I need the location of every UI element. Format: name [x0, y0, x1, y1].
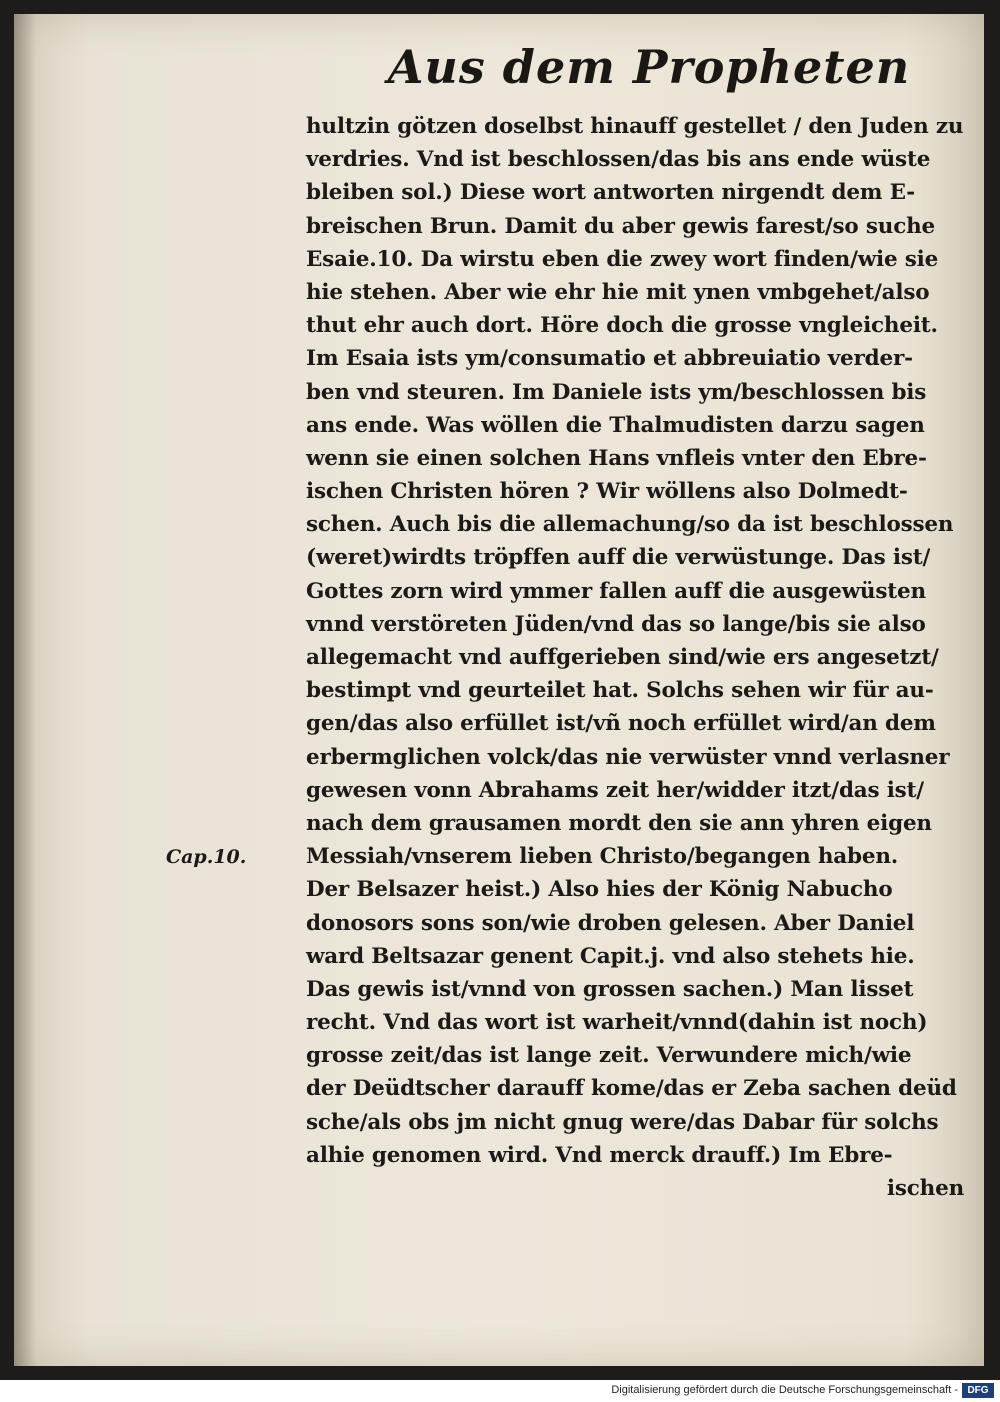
text-line: vnnd verstöreten Jüden/vnd das so lange/bis sie also	[306, 611, 926, 637]
text-line: bestimpt vnd geurteilet hat. Solchs sehen wir für au-	[306, 678, 934, 704]
text-line: gewesen vonn Abrahams zeit her/widder itzt/das ist/	[306, 777, 924, 803]
text-line: hultzin götzen doselbst hinauff gestellet / den Juden zu	[306, 114, 964, 139]
page-gutter-shadow	[14, 14, 36, 1366]
text-line: schen. Auch bis die allemachung/so da ist beschlossen	[306, 512, 954, 538]
text-line: alhie genomen wird. Vnd merck drauff.) Im Ebre-	[306, 1142, 893, 1168]
text-line: grosse zeit/das ist lange zeit. Verwundere mich/wie	[306, 1043, 912, 1069]
footer-credit: Digitalisierung gefördert durch die Deutsche Forschungsgemeinschaft -	[611, 1384, 958, 1396]
text-line: bleiben sol.) Diese wort antworten nirgendt dem E-	[306, 180, 915, 206]
text-line: ans ende. Was wöllen die Thalmudisten darzu sagen	[306, 412, 925, 438]
book-page	[14, 14, 984, 1366]
text-line: Der Belsazer heist.) Also hies der König Nabucho	[306, 877, 893, 903]
text-line: thut ehr auch dort. Höre doch die grosse vngleicheit.	[306, 313, 938, 339]
text-line: Gottes zorn wird ymmer fallen auff die ausgewüsten	[306, 578, 926, 604]
text-line: erbermglichen volck/das nie verwüster vnnd verlasner	[306, 744, 950, 770]
footer-bar	[0, 1380, 1000, 1402]
text-line: recht. Vnd das wort ist warheit/vnnd(dahin ist noch)	[306, 1010, 928, 1036]
text-line: Messiah/vnserem lieben Christo/begangen haben.	[306, 844, 899, 870]
margin-note: Cap.10.	[166, 846, 247, 868]
catchword: ischen	[886, 1176, 964, 1201]
text-line: allegemacht vnd auffgerieben sind/wie ers angesetzt/	[306, 645, 939, 670]
text-line: nach dem grausamen mordt den sie ann yhren eigen	[306, 810, 932, 836]
text-line: verdries. Vnd ist beschlossen/das bis ans ende wüste	[306, 147, 931, 173]
body-text	[306, 110, 974, 1205]
text-line: hie stehen. Aber wie ehr hie mit ynen vmbgehet/also	[306, 279, 930, 305]
running-head: Aus dem Propheten	[387, 40, 911, 94]
text-line: ward Beltsazar genent Capit.j. vnd also stehets hie.	[306, 943, 915, 969]
text-line: wenn sie einen solchen Hans vnfleis vnter den Ebre-	[306, 445, 927, 471]
text-line: donosors sons son/wie droben gelesen. Aber Daniel	[306, 910, 915, 936]
text-line: Esaie.10. Da wirstu eben die zwey wort finden/wie sie	[306, 246, 939, 272]
text-line: (weret)wirdts tröpffen auff die verwüstunge. Das ist/	[306, 545, 931, 571]
text-line: ben vnd steuren. Im Daniele ists ym/beschlossen bis	[306, 379, 927, 405]
text-line: Das gewis ist/vnnd von grossen sachen.) Man lisset	[306, 976, 914, 1002]
dfg-logo: DFG	[962, 1383, 994, 1398]
text-line: Im Esaia ists ym/consumatio et abbreuiatio verder-	[306, 346, 913, 372]
text-line: ischen Christen hören ? Wir wöllens also Dolmedt-	[306, 479, 908, 505]
text-line: sche/als obs jm nicht gnug were/das Dabar für solchs	[306, 1109, 939, 1135]
text-line: gen/das also erfüllet ist/vñ noch erfüllet wird/an dem	[306, 711, 936, 737]
text-line: breischen Brun. Damit du aber gewis farest/so suche	[306, 213, 935, 239]
text-line: der Deüdtscher darauff kome/das er Zeba sachen deüd	[306, 1076, 957, 1102]
